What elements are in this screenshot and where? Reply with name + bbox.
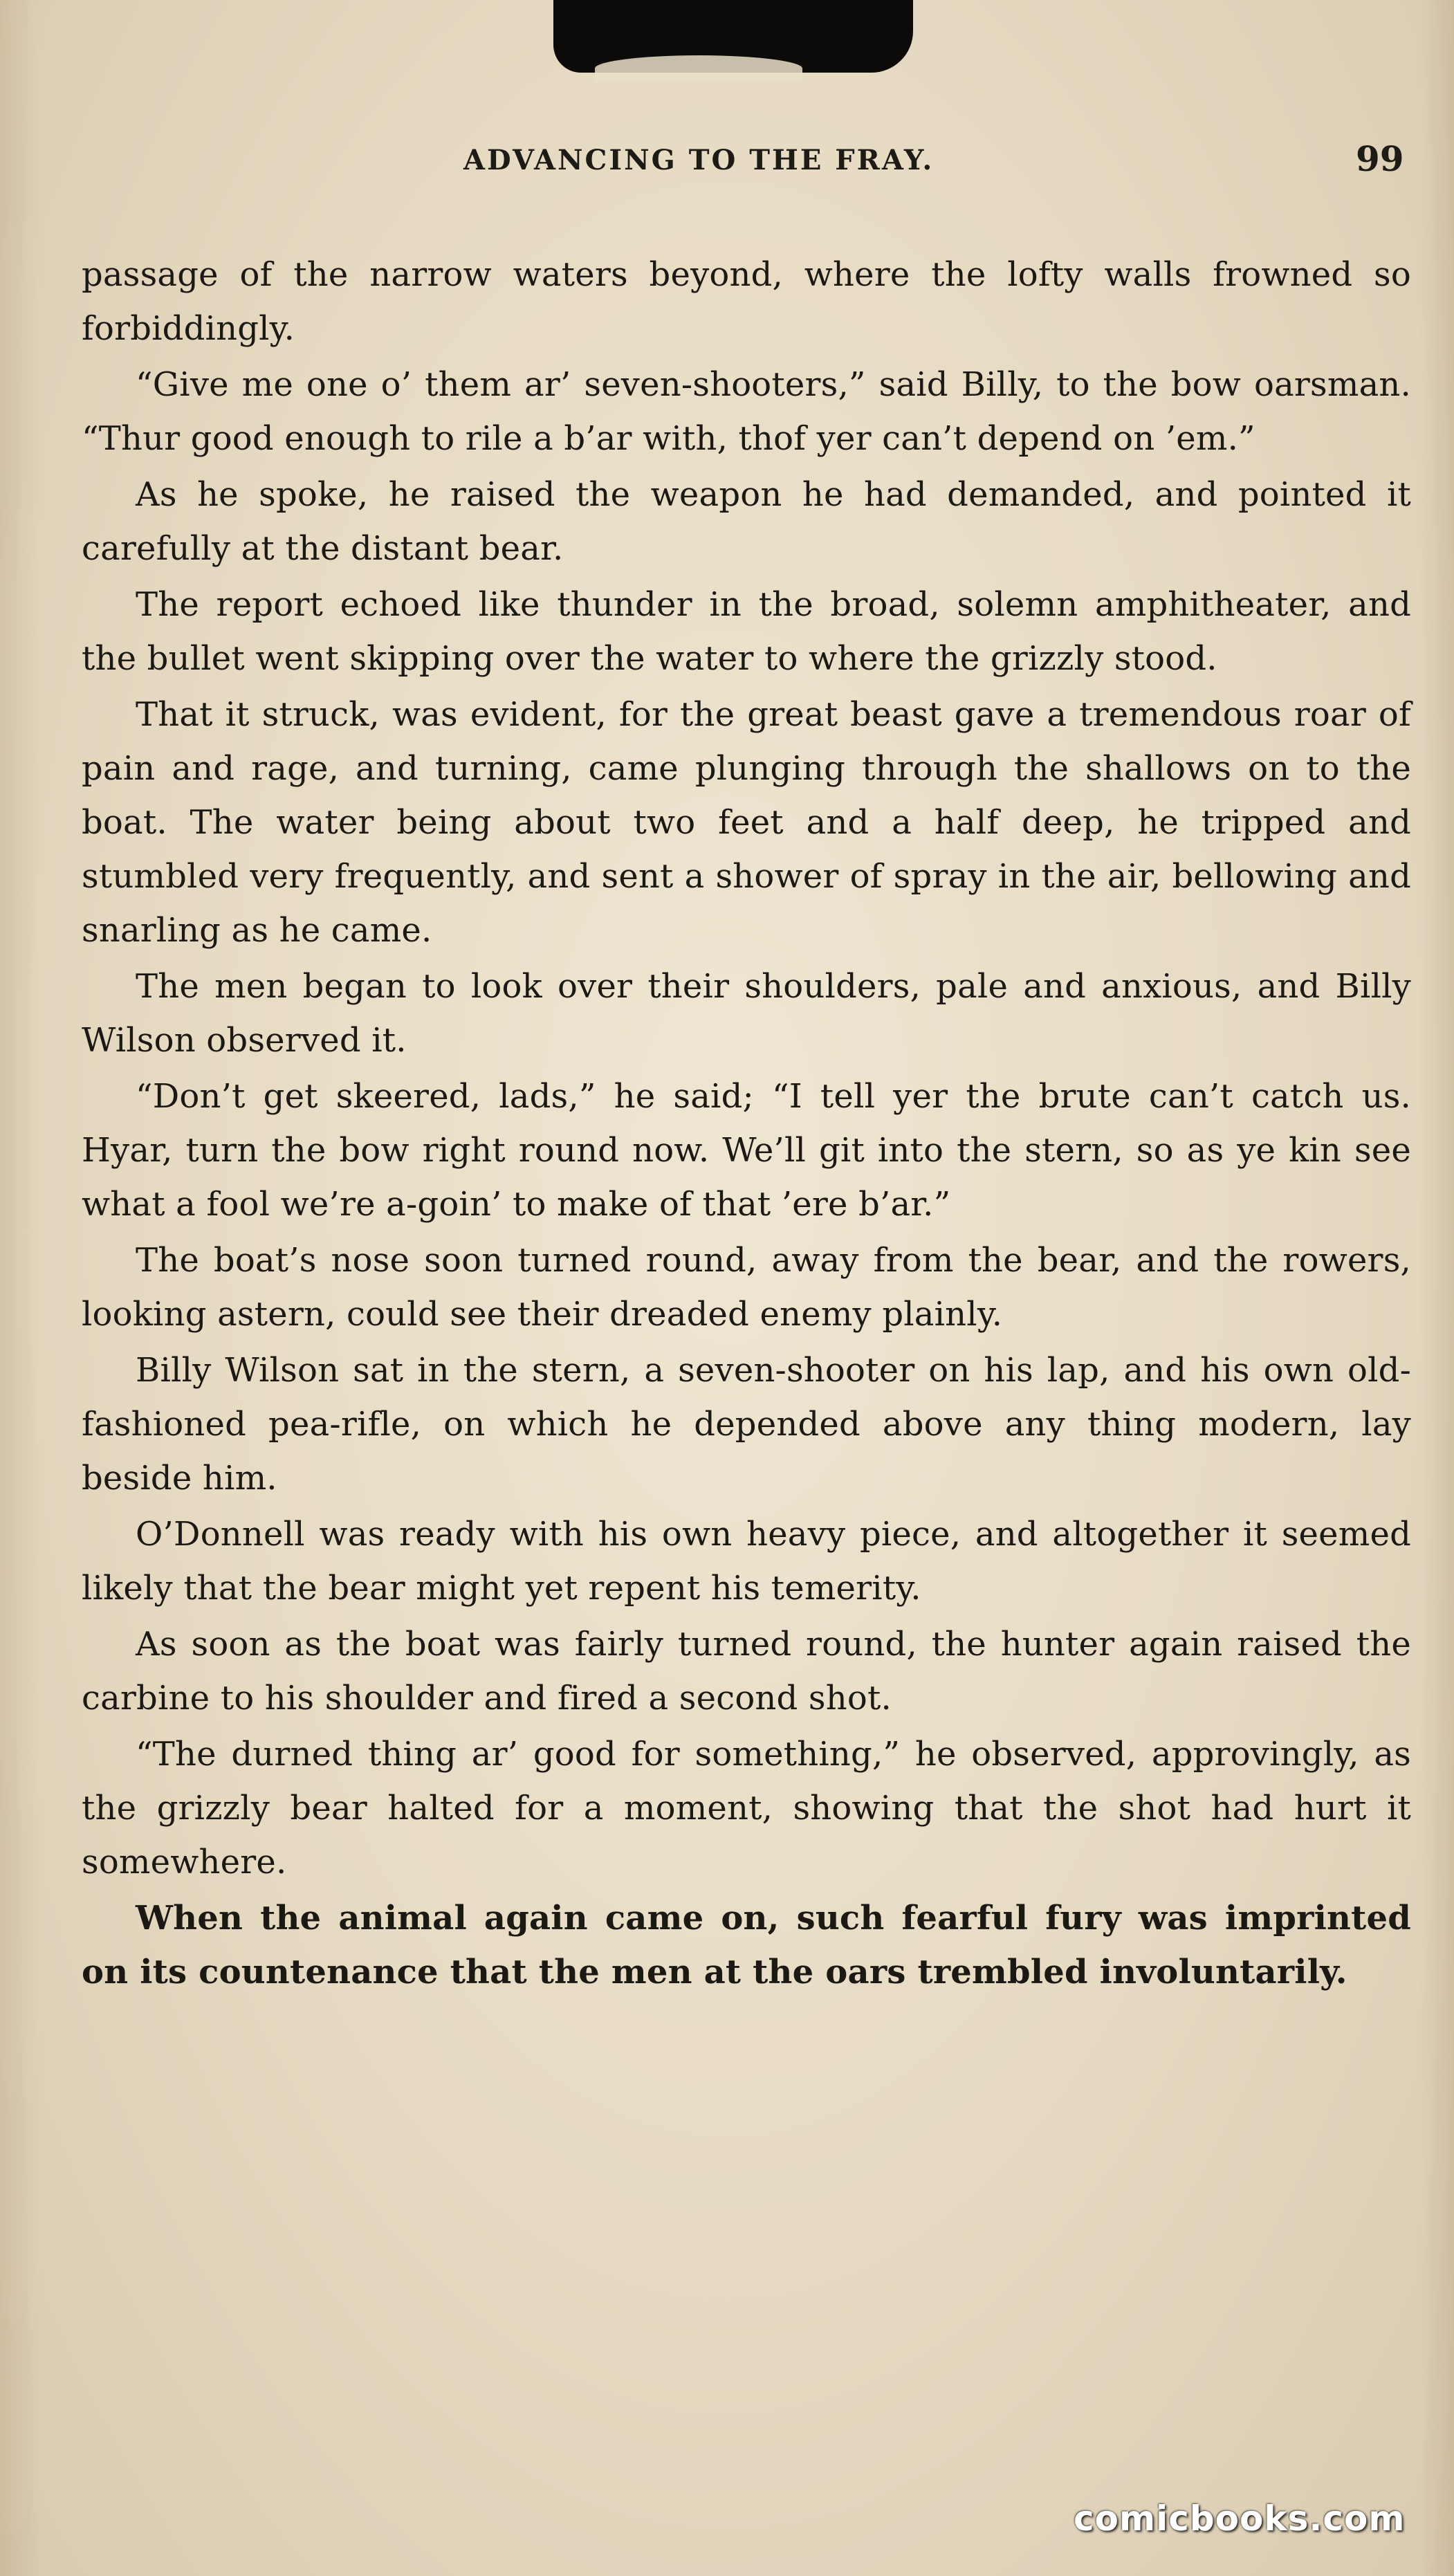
paragraph: “Give me one o’ them ar’ seven-shooters,” said Billy, to the bow oarsman. “Thur good enough to rile a b’ar with, thof yer can’t depend on ’em.” — [82, 365, 1411, 458]
paragraph: The report echoed like thunder in the broad, solemn amphitheater, and the bullet went skipping over the water to where the grizzly stood. — [82, 585, 1411, 678]
paragraph: The boat’s nose soon turned round, away from the bear, and the rowers, looking astern, could see their dreaded enemy plainly. — [82, 1241, 1411, 1334]
paragraph: That it struck, was evident, for the great beast gave a tremendous roar of pain and rage, and turning, came plunging through the shallows on to the boat. The water being about two feet and a half deep, he tripped and stumbled very frequently, and sent a shower of spray in the air, bellowing and snarling as he came. — [82, 695, 1411, 950]
paragraph: The men began to look over their shoulders, pale and anxious, and Billy Wilson observed it. — [82, 967, 1411, 1060]
paragraph: Billy Wilson sat in the stern, a seven-shooter on his lap, and his own old-fashioned pea-rifle, on which he depended above any thing modern, lay beside him. — [82, 1351, 1411, 1498]
paragraph: passage of the narrow waters beyond, where the lofty walls frowned so forbiddingly. — [82, 255, 1411, 348]
torn-page-edge — [595, 55, 802, 82]
paragraph: “Don’t get skeered, lads,” he said; “I tell yer the brute can’t catch us. Hyar, turn the bow right round now. We’ll git into the stern, so as ye kin see what a fool we’re a-goin’ to make of that ’ere b’ar.” — [82, 1077, 1411, 1224]
watermark: comicbooks.com — [1074, 2499, 1406, 2539]
paragraph: As soon as the boat was fairly turned round, the hunter again raised the carbine to his shoulder and fired a second shot. — [82, 1625, 1411, 1718]
paragraph: As he spoke, he raised the weapon he had demanded, and pointed it carefully at the distant bear. — [82, 475, 1411, 568]
paragraph: When the animal again came on, such fearful fury was imprinted on its countenance that the men at the oars trembled involuntarily. — [82, 1899, 1411, 1991]
page-edge-shadow-left — [0, 0, 42, 2576]
paragraph: “The durned thing ar’ good for something,” he observed, approvingly, as the grizzly bear halted for a moment, showing that the shot had hurt it somewhere. — [82, 1735, 1411, 1882]
page-number: 99 — [1356, 138, 1404, 179]
page-edge-shadow-right — [1419, 0, 1454, 2576]
running-header — [0, 138, 1454, 185]
running-title: ADVANCING TO THE FRAY. — [463, 144, 935, 176]
paragraph: O’Donnell was ready with his own heavy piece, and altogether it seemed likely that the bear might yet repent his temerity. — [82, 1515, 1411, 1608]
body-text — [82, 248, 1411, 2001]
